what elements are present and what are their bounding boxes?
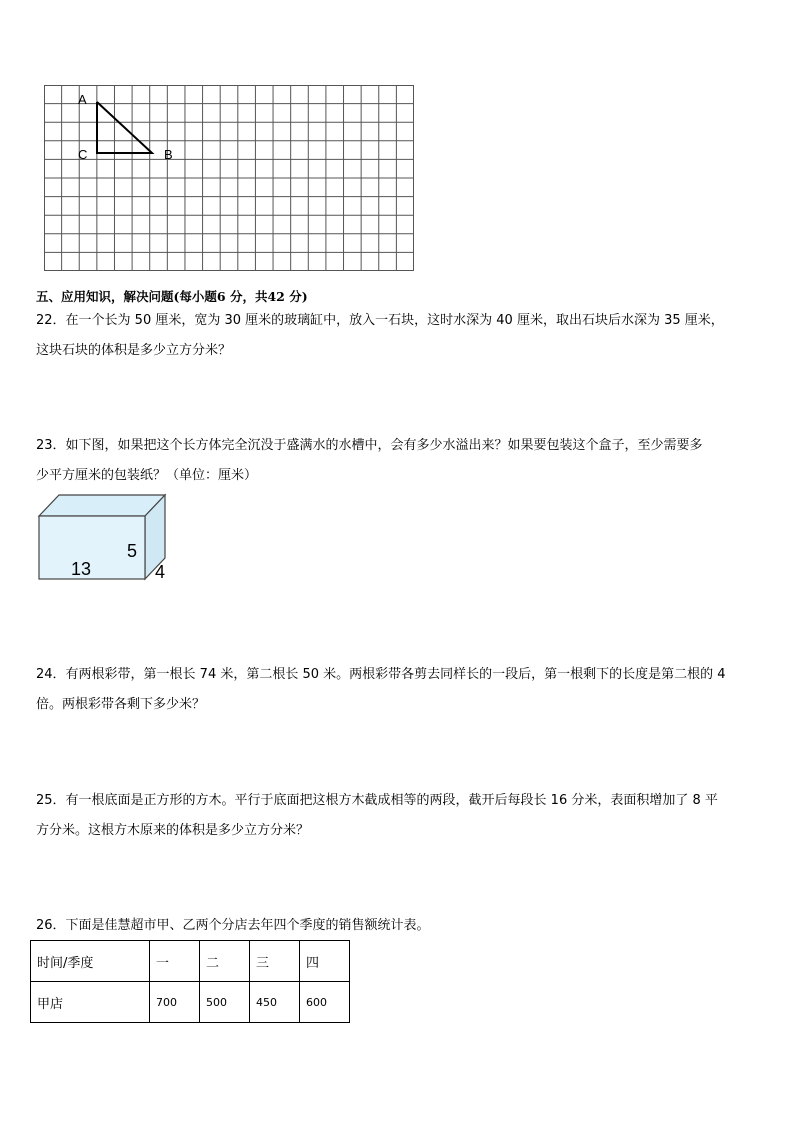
question-25-line2: 方分米。这根方木原来的体积是多少立方分米？ — [36, 823, 310, 838]
table-cell: 600 — [300, 982, 350, 1023]
question-24 — [36, 660, 758, 720]
question-26 — [36, 911, 758, 941]
triangle — [97, 102, 152, 153]
table-cell: 甲店 — [31, 982, 150, 1023]
question-23-line1: 23．如下图，如果把这个长方体完全沉没于盛满水的水槽中，会有多少水溢出来？如果要包装这个盒子，至少需要多 — [36, 438, 703, 453]
table-cell: 450 — [250, 982, 300, 1023]
table-header-cell: 时间/季度 — [31, 941, 150, 982]
table-cell: 700 — [150, 982, 200, 1023]
table-header-cell: 四 — [300, 941, 350, 982]
table-header-row — [31, 941, 350, 982]
question-22-line1: 22．在一个长为 50 厘米，宽为 30 厘米的玻璃缸中，放入一石块，这时水深为 40 厘米，取出石块后水深为 35 厘米， — [36, 313, 724, 328]
dimension-height: 5 — [127, 541, 138, 561]
table-cell: 500 — [200, 982, 250, 1023]
grid-svg — [44, 85, 414, 271]
vertex-label-c: C — [78, 147, 88, 162]
cuboid-top-face — [39, 495, 165, 516]
grid-figure — [44, 85, 414, 271]
vertex-label-a: A — [78, 92, 87, 107]
question-22-line2: 这块石块的体积是多少立方分米？ — [36, 343, 232, 358]
grid-lines — [44, 85, 414, 271]
section-title: 五、应用知识，解决问题(每小题6 分，共42 分) — [36, 289, 308, 304]
question-25-line1: 25．有一根底面是正方形的方木。平行于底面把这根方木截成相等的两段，截开后每段长 16 分米，表面积增加了 8 平 — [36, 793, 718, 808]
question-22 — [36, 306, 758, 366]
question-25 — [36, 786, 758, 846]
vertex-label-b: B — [164, 147, 173, 162]
question-23-line2: 少平方厘米的包装纸？（单位：厘米） — [36, 468, 258, 483]
cuboid-figure — [36, 490, 172, 584]
question-23 — [36, 431, 758, 491]
table-header-cell: 二 — [200, 941, 250, 982]
dimension-width: 4 — [155, 562, 166, 582]
cuboid-svg — [36, 490, 172, 584]
table-header-cell: 三 — [250, 941, 300, 982]
question-24-line2: 倍。两根彩带各剩下多少米？ — [36, 697, 206, 712]
table-row — [31, 982, 350, 1023]
question-26-line1: 26．下面是佳慧超市甲、乙两个分店去年四个季度的销售额统计表。 — [36, 918, 430, 933]
sales-table — [30, 940, 350, 1023]
dimension-length: 13 — [71, 559, 92, 579]
table-header-cell: 一 — [150, 941, 200, 982]
question-24-line1: 24．有两根彩带，第一根长 74 米，第二根长 50 米。两根彩带各剪去同样长的一段后，第一根剩下的长度是第二根的 4 — [36, 667, 726, 682]
